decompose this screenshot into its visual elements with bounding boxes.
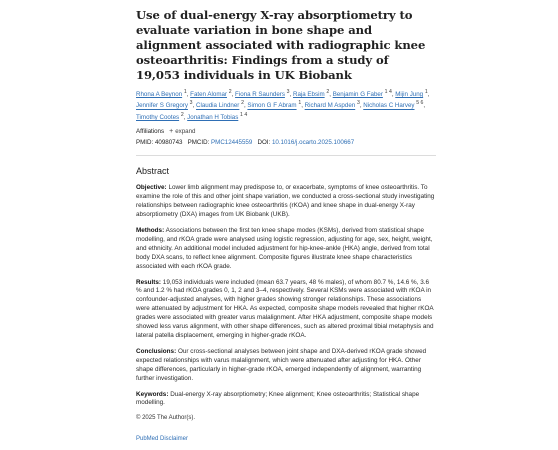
author-link[interactable]: Timothy Cootes [136, 114, 180, 121]
doi-label: DOI: [257, 139, 271, 147]
identifier-row [136, 139, 436, 146]
article-page [136, 0, 436, 445]
abstract-section [136, 348, 436, 384]
author-affiliation-number[interactable]: 2 [180, 111, 184, 118]
author-affiliation-number[interactable]: 1 [298, 100, 302, 107]
author-affiliation-number[interactable]: 1 [424, 89, 428, 95]
pubmed-disclaimer-link[interactable]: PubMed Disclaimer [136, 436, 189, 443]
author-link[interactable]: Rhona A Beynon [136, 91, 183, 99]
author-affiliation-number[interactable]: 3 [356, 100, 360, 107]
abstract-heading: Abstract [136, 166, 170, 177]
author-affiliation-number[interactable]: 3 [286, 89, 290, 95]
author-link[interactable]: Faten Alomar [190, 91, 227, 99]
pmid-value: 40980743 [154, 139, 183, 147]
author-affiliation-number[interactable]: 1 4 [384, 89, 392, 95]
pmid-label: PMID: [136, 139, 154, 147]
author-affiliation-number[interactable]: 2 [228, 89, 232, 95]
doi-link[interactable]: 10.1016/j.ocarto.2025.100667 [271, 139, 355, 147]
pmcid-label: PMCID: [187, 139, 210, 147]
author-link[interactable]: Claudia Lindner [196, 102, 240, 110]
author-link[interactable]: Nicholas C Harvey [363, 102, 415, 110]
author-affiliation-number[interactable]: 1 4 [240, 111, 248, 118]
author-link[interactable]: Mijin Jung [395, 91, 424, 99]
keywords-label: Keywords: [136, 390, 169, 398]
keywords [136, 391, 436, 409]
author-affiliation-number[interactable]: 2 [326, 89, 330, 95]
affiliations-row [136, 128, 436, 135]
abstract-body [136, 184, 436, 383]
author-link[interactable]: Richard M Aspden [304, 102, 356, 110]
author-link[interactable]: Benjamin G Faber [332, 91, 383, 99]
affiliations-label: Affiliations [136, 128, 165, 136]
author-link[interactable]: Fiona R Saunders [235, 91, 285, 99]
copyright-notice: © 2025 The Author(s). [136, 415, 196, 422]
pmcid-link[interactable]: PMC12445559 [211, 139, 253, 147]
abstract-section-label: Results: [136, 278, 162, 286]
abstract-section-label: Methods: [136, 227, 165, 235]
expand-label: expand [175, 128, 196, 136]
abstract-section-text: Associations between the first ten knee shape modes (KSMs), derived from statistical shape modelling, and rKOA grade were analysed using logistic regression, adjusting for age, sex, height, weight, and ethnicity. An additional model included adjustment for hip-knee-ankle (HKA) angle, derived from total body DXA scans, to reflect knee alignment. Composite figures illustrate knee shape characteristics associated with each rKOA grade. [136, 227, 433, 270]
author-affiliation-number[interactable]: 2 [241, 100, 244, 107]
author-link[interactable]: Jonathan H Tobias [187, 114, 239, 121]
abstract-section-label: Conclusions: [136, 347, 177, 355]
abstract-section-text: Lower limb alignment may predispose to, or exacerbate, symptoms of knee osteoarthritis. To examine the role of this and other joint shape variation, we conducted a cross-sectional study investigating relationships between radiographic knee osteoarthritis (rKOA) and knee shape in dual-energy X-ray absorptiometry (DXA) images from UK Biobank (UKB). [136, 184, 435, 219]
abstract-section [136, 227, 436, 272]
abstract-section [136, 279, 436, 341]
divider [136, 155, 436, 156]
expand-affiliations-button[interactable] [169, 128, 195, 135]
author-link[interactable]: Jennifer S Gregory [136, 102, 188, 110]
abstract-section-text: Our cross-sectional analyses between joint shape and DXA-derived rKOA grade showed expected relationships with varus malalignment, which were attenuated after adjusting for HKA. Other shape differences, particularly in higher-grade rKOA, emerged independently of alignment, warranting further investigation. [136, 347, 427, 382]
author-affiliation-number[interactable]: 5 6 [416, 100, 424, 107]
abstract-section [136, 184, 436, 220]
article-title: Use of dual-energy X-ray absorptiometry to evaluate variation in bone shape and alignment associated with radiographic knee osteoarthritis: Findings from a study of 19,053 individuals in UK Biobank [136, 8, 426, 82]
keywords-text: Dual-energy X-ray absorptiometry; Knee alignment; Knee osteoarthritis; Statistical shape modelling. [136, 390, 420, 407]
abstract-section-label: Objective: [136, 184, 167, 192]
abstract-section-text: 19,053 individuals were included (mean 63.7 years, 48 % males), of whom 80.7 %, 14.6 %, 3.6 % and 1.2 % had rKOA grades 0, 1, 2 and 3–4, respectively. Several KSMs were associated with rKOA in confounder-adjusted analyses, with higher grades showing stronger relationships. These associations were attenuated by adjustment for HKA. As expected, composite shape models revealed that higher rKOA grades were associated with greater varus malalignment. After HKA adjustment, composite shape models showed less varus alignment, with other shape differences, such as altered proximal tibial metaphysis and lateral patella displacement, emerging in higher-grade rKOA. [136, 278, 434, 339]
author-link[interactable]: Simon G F Abram [247, 102, 297, 110]
author-affiliation-number[interactable]: 1 [183, 89, 187, 95]
author-list: Rhona A Beynon $^1$, Faten Alomar $^2$, Fiona R Saunders $^3$, Raja Ebsim $^2$, Benjamin G Faber $^{1 4}$, Mijin Jung $^1$, Jennifer S Gregory $^3$, Claudia Lindner $^2$, Simon G F Abram $^1$, Richard M Aspden $^3$, Nicholas C Harvey $^{5 6}$, Timothy Cootes $^2$, Jonathan H Tobias $^{1 4}$ [136, 89, 430, 121]
plus-icon: + [169, 127, 174, 135]
author-link[interactable]: Raja Ebsim [292, 91, 325, 99]
author-affiliation-number[interactable]: 3 [189, 100, 193, 107]
